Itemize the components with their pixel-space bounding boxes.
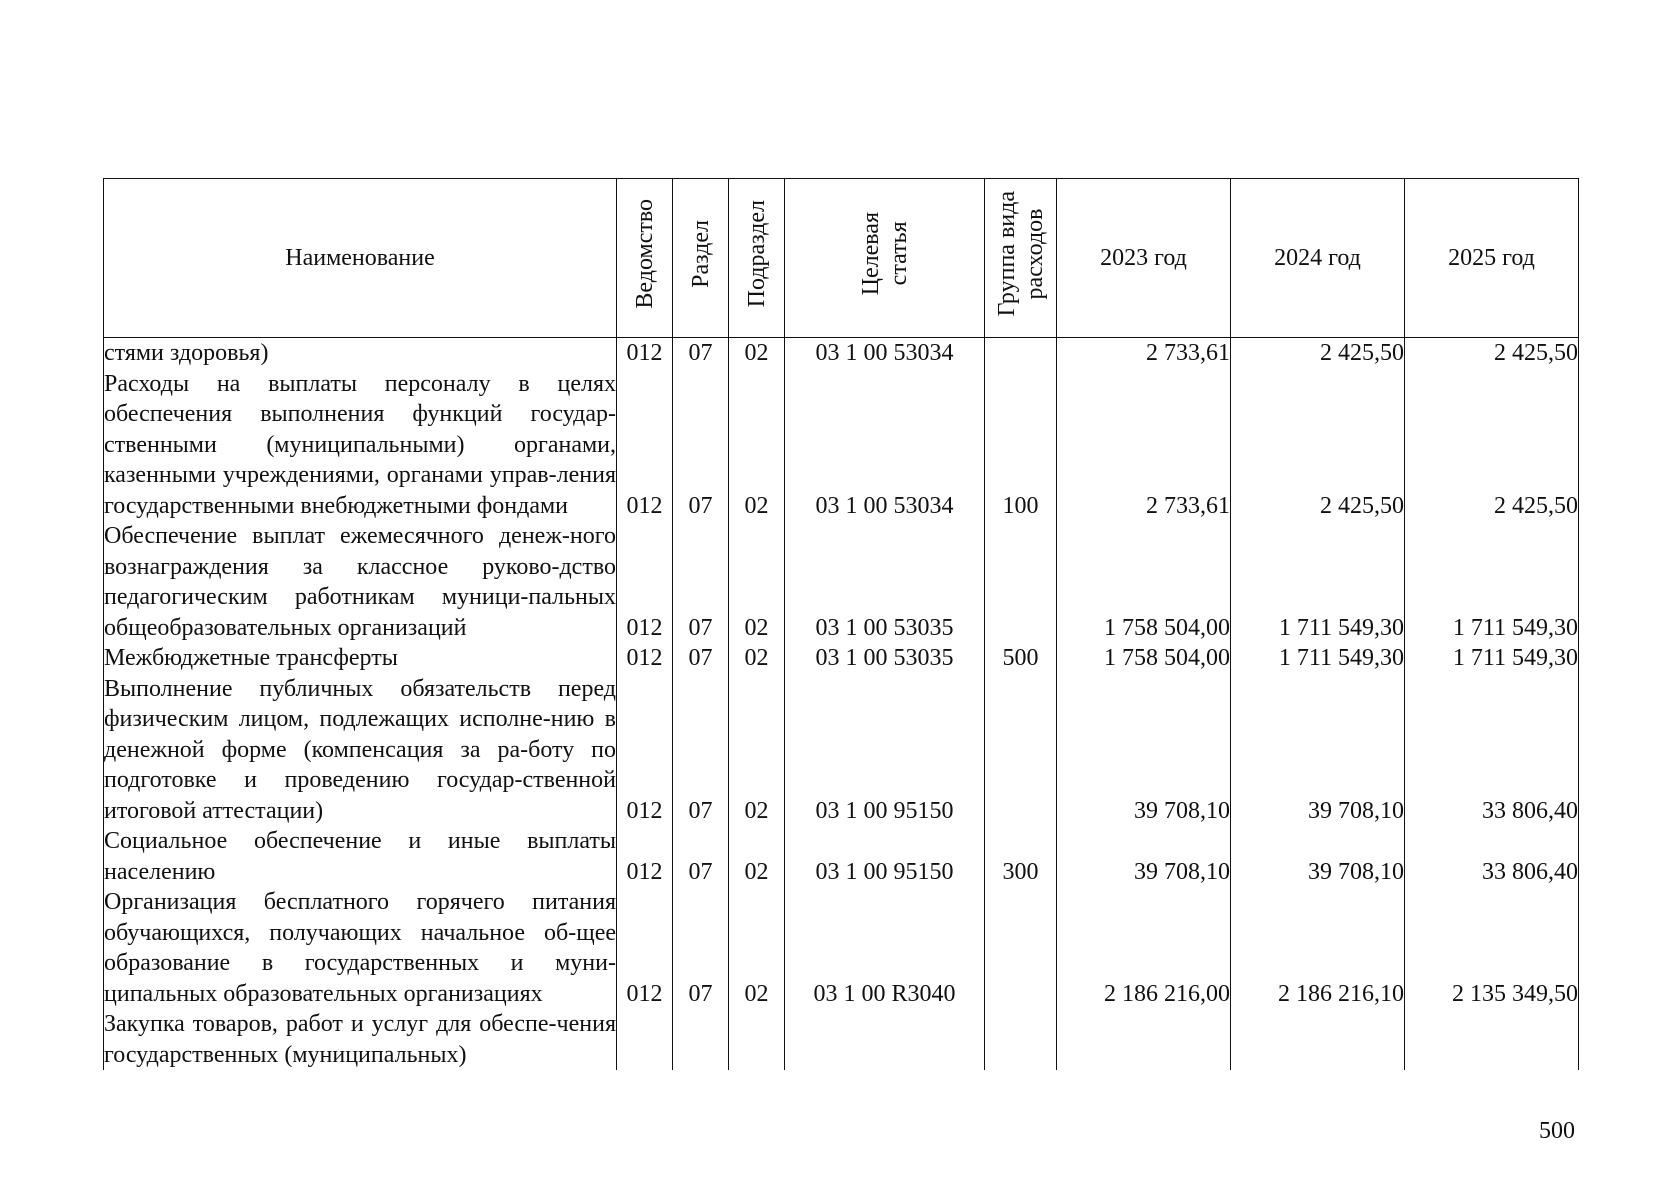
header-gruppa-vida-raskhodov: Группа вида расходов (985, 179, 1057, 338)
header-razdel: Раздел (673, 179, 729, 338)
row-name: Организация бесплатного горячего питания обучающихся, получающих начальное об-щее образование в государственных и муни-ципальных образовательных организациях (104, 887, 617, 1009)
row-2025: 33 806,40 (1405, 674, 1579, 827)
row-name: Расходы на выплаты персоналу в целях обеспечения выполнения функций государ-ственными (муниципальными) органами, казенными учреждениями, органами управ-ления государственными внебюджетными фондами (104, 369, 617, 522)
row-celevaya-statya: 03 1 00 53035 (785, 521, 985, 643)
row-name: Межбюджетные трансферты (104, 643, 617, 674)
row-podrazdel: 02 (729, 887, 785, 1009)
row-2023: 2 733,61 (1057, 369, 1231, 522)
row-name: Выполнение публичных обязательств перед физическим лицом, подлежащих исполне-нию в денежной форме (компенсация за ра-боту по подготовке и проведению государ-ственной итоговой аттестации) (104, 674, 617, 827)
row-2025: 2 425,50 (1405, 369, 1579, 522)
row-celevaya-statya (785, 1009, 985, 1070)
row-2023: 39 708,10 (1057, 674, 1231, 827)
header-celevaya-statya: Целевая статья (785, 179, 985, 338)
row-vedomstvo (617, 1009, 673, 1070)
row-2025: 2 425,50 (1405, 338, 1579, 369)
row-razdel (673, 1009, 729, 1070)
row-razdel: 07 (673, 826, 729, 887)
row-2024: 2 425,50 (1231, 369, 1405, 522)
row-razdel: 07 (673, 369, 729, 522)
row-gruppa: 500 (985, 643, 1057, 674)
row-vedomstvo: 012 (617, 338, 673, 369)
header-row (104, 179, 1579, 338)
header-2025: 2025 год (1405, 179, 1579, 338)
header-name: Наименование (104, 179, 617, 338)
row-gruppa (985, 674, 1057, 827)
row-podrazdel: 02 (729, 338, 785, 369)
row-podrazdel (729, 1009, 785, 1070)
row-celevaya-statya: 03 1 00 53035 (785, 643, 985, 674)
row-podrazdel: 02 (729, 521, 785, 643)
row-vedomstvo: 012 (617, 521, 673, 643)
row-vedomstvo: 012 (617, 826, 673, 887)
table-row (104, 826, 1579, 887)
row-2025 (1405, 1009, 1579, 1070)
row-celevaya-statya: 03 1 00 R3040 (785, 887, 985, 1009)
row-razdel: 07 (673, 674, 729, 827)
row-2024: 2 425,50 (1231, 338, 1405, 369)
row-razdel: 07 (673, 643, 729, 674)
row-2025: 33 806,40 (1405, 826, 1579, 887)
row-2024 (1231, 1009, 1405, 1070)
row-celevaya-statya: 03 1 00 53034 (785, 338, 985, 369)
row-gruppa: 300 (985, 826, 1057, 887)
row-2025: 2 135 349,50 (1405, 887, 1579, 1009)
row-name: Закупка товаров, работ и услуг для обеспе-чения государственных (муниципальных) (104, 1009, 617, 1070)
header-2023: 2023 год (1057, 179, 1231, 338)
row-celevaya-statya: 03 1 00 53034 (785, 369, 985, 522)
row-gruppa (985, 521, 1057, 643)
row-2024: 39 708,10 (1231, 826, 1405, 887)
table-row (104, 643, 1579, 674)
row-podrazdel: 02 (729, 674, 785, 827)
row-2024: 1 711 549,30 (1231, 643, 1405, 674)
row-podrazdel: 02 (729, 369, 785, 522)
row-2024: 39 708,10 (1231, 674, 1405, 827)
row-celevaya-statya: 03 1 00 95150 (785, 826, 985, 887)
row-vedomstvo: 012 (617, 369, 673, 522)
row-2025: 1 711 549,30 (1405, 643, 1579, 674)
table-header (104, 179, 1579, 338)
table-row (104, 1009, 1579, 1070)
row-2025: 1 711 549,30 (1405, 521, 1579, 643)
row-2023 (1057, 1009, 1231, 1070)
row-2023: 2 733,61 (1057, 338, 1231, 369)
row-name: стями здоровья) (104, 338, 617, 369)
row-2024: 2 186 216,10 (1231, 887, 1405, 1009)
table-row (104, 338, 1579, 369)
row-2024: 1 711 549,30 (1231, 521, 1405, 643)
row-name: Социальное обеспечение и иные выплаты населению (104, 826, 617, 887)
table-body (104, 338, 1579, 1071)
row-podrazdel: 02 (729, 826, 785, 887)
row-gruppa: 100 (985, 369, 1057, 522)
row-razdel: 07 (673, 887, 729, 1009)
budget-table (103, 178, 1579, 1070)
table-row (104, 521, 1579, 643)
row-name: Обеспечение выплат ежемесячного денеж-ного вознаграждения за классное руково-дство педагогическим работникам муници-пальных общеобразовательных организаций (104, 521, 617, 643)
row-gruppa (985, 338, 1057, 369)
row-podrazdel: 02 (729, 643, 785, 674)
table-row (104, 674, 1579, 827)
row-vedomstvo: 012 (617, 643, 673, 674)
row-vedomstvo: 012 (617, 887, 673, 1009)
header-vedomstvo: Ведомство (617, 179, 673, 338)
row-gruppa (985, 887, 1057, 1009)
row-gruppa (985, 1009, 1057, 1070)
table-row (104, 369, 1579, 522)
row-vedomstvo: 012 (617, 674, 673, 827)
header-podrazdel: Подраздел (729, 179, 785, 338)
header-2024: 2024 год (1231, 179, 1405, 338)
row-razdel: 07 (673, 521, 729, 643)
page-number: 500 (1539, 1118, 1575, 1144)
row-2023: 1 758 504,00 (1057, 521, 1231, 643)
row-celevaya-statya: 03 1 00 95150 (785, 674, 985, 827)
row-razdel: 07 (673, 338, 729, 369)
row-2023: 39 708,10 (1057, 826, 1231, 887)
row-2023: 2 186 216,00 (1057, 887, 1231, 1009)
row-2023: 1 758 504,00 (1057, 643, 1231, 674)
table-row (104, 887, 1579, 1009)
